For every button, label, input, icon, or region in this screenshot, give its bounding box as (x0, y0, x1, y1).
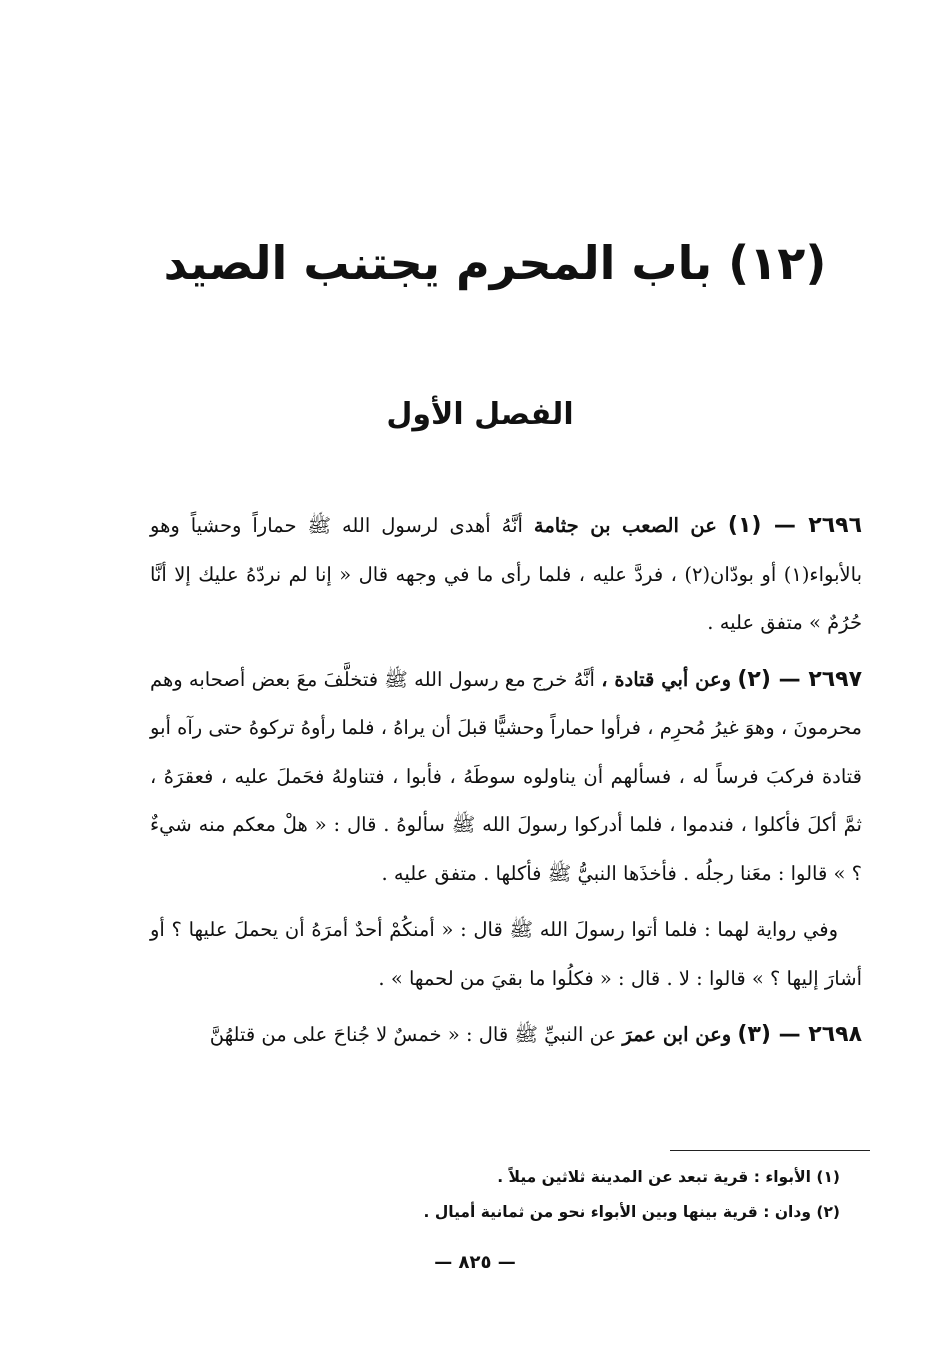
hadith-narrator: عن الصعب بن جثامة (533, 514, 717, 537)
section-title: الفصل الأول (386, 397, 574, 432)
riwaya-paragraph: وفي رواية لهما : فلما أتوا رسولَ الله ﷺ قال : « أمنكُمْ أحدٌ أمرَهُ أن يحملَ عليها ؟ أو أشارَ إليها ؟ » قالوا : لا . قال : « فكلُوا ما بقيَ من لحمها » . (150, 918, 862, 990)
body-text (150, 502, 862, 1068)
hadith-2698 (150, 1011, 862, 1060)
footnote-2: (٢) ودان : قرية بينها وبين الأبواء نحو من ثمانية أميال . (423, 1203, 840, 1221)
hadith-number: ٢٦٩٧ — (٢) (737, 666, 863, 692)
hadith-narrator: وعن أبي قتادة ، (601, 667, 732, 691)
hadith-narrator: وعن ابن عمرَ (622, 1023, 732, 1046)
hadith-text: أنَّهُ أهدى لرسول الله ﷺ حماراً وحشياً وهو بالأبواء(١) أو بودّان(٢) ، فردَّ عليه ، فلما رأى ما في وجهه قال « إنا لم نردّهُ عليك إلا أنَّا حُرُمٌ » متفق عليه . (150, 514, 862, 634)
hadith-text: عن النبيِّ ﷺ قال : « خمسٌ لا جُناحَ على من قتلهُنَّ (209, 1023, 617, 1046)
footnote-1: (١) الأبواء : قرية تبعد عن المدينة ثلاثين ميلاً . (497, 1168, 840, 1186)
page-number: — ٨٢٥ — (434, 1252, 516, 1273)
hadith-number: ٢٦٩٦ — (١) (727, 513, 862, 538)
chapter-title: (١٢) باب المحرم يجتنب الصيد (163, 236, 827, 290)
hadith-number: ٢٦٩٨ — (٣) (737, 1022, 862, 1047)
hadith-2696 (150, 502, 862, 648)
hadith-text: أنَّهُ خرج مع رسول الله ﷺ فتخلَّفَ معَ بعض أصحابه وهم محرمونَ ، وهوَ غيرُ مُحرِم ، فرأوا حماراً وحشيًّا قبلَ أن يراهُ ، فلما رأوهُ تركوهُ حتى رآه أبو قتادة فركبَ فرساً له ، فسألهم أن يناولوه سوطَهُ ، فأبوا ، فتناولهُ فحَملَ عليه ، فعقرَهُ ، ثمَّ أكلَ فأكلوا ، فندموا ، فلما أدركوا رسولَ الله ﷺ سألوهُ . قال : « هلْ معكم منه شيءٌ ؟ » قالوا : معَنا رجلُه . فأخذَها النبيُّ ﷺ فأكلها . متفق عليه . (150, 667, 862, 885)
footnote-divider (670, 1150, 870, 1151)
footnotes (300, 1160, 840, 1230)
hadith-2697 (150, 656, 862, 899)
